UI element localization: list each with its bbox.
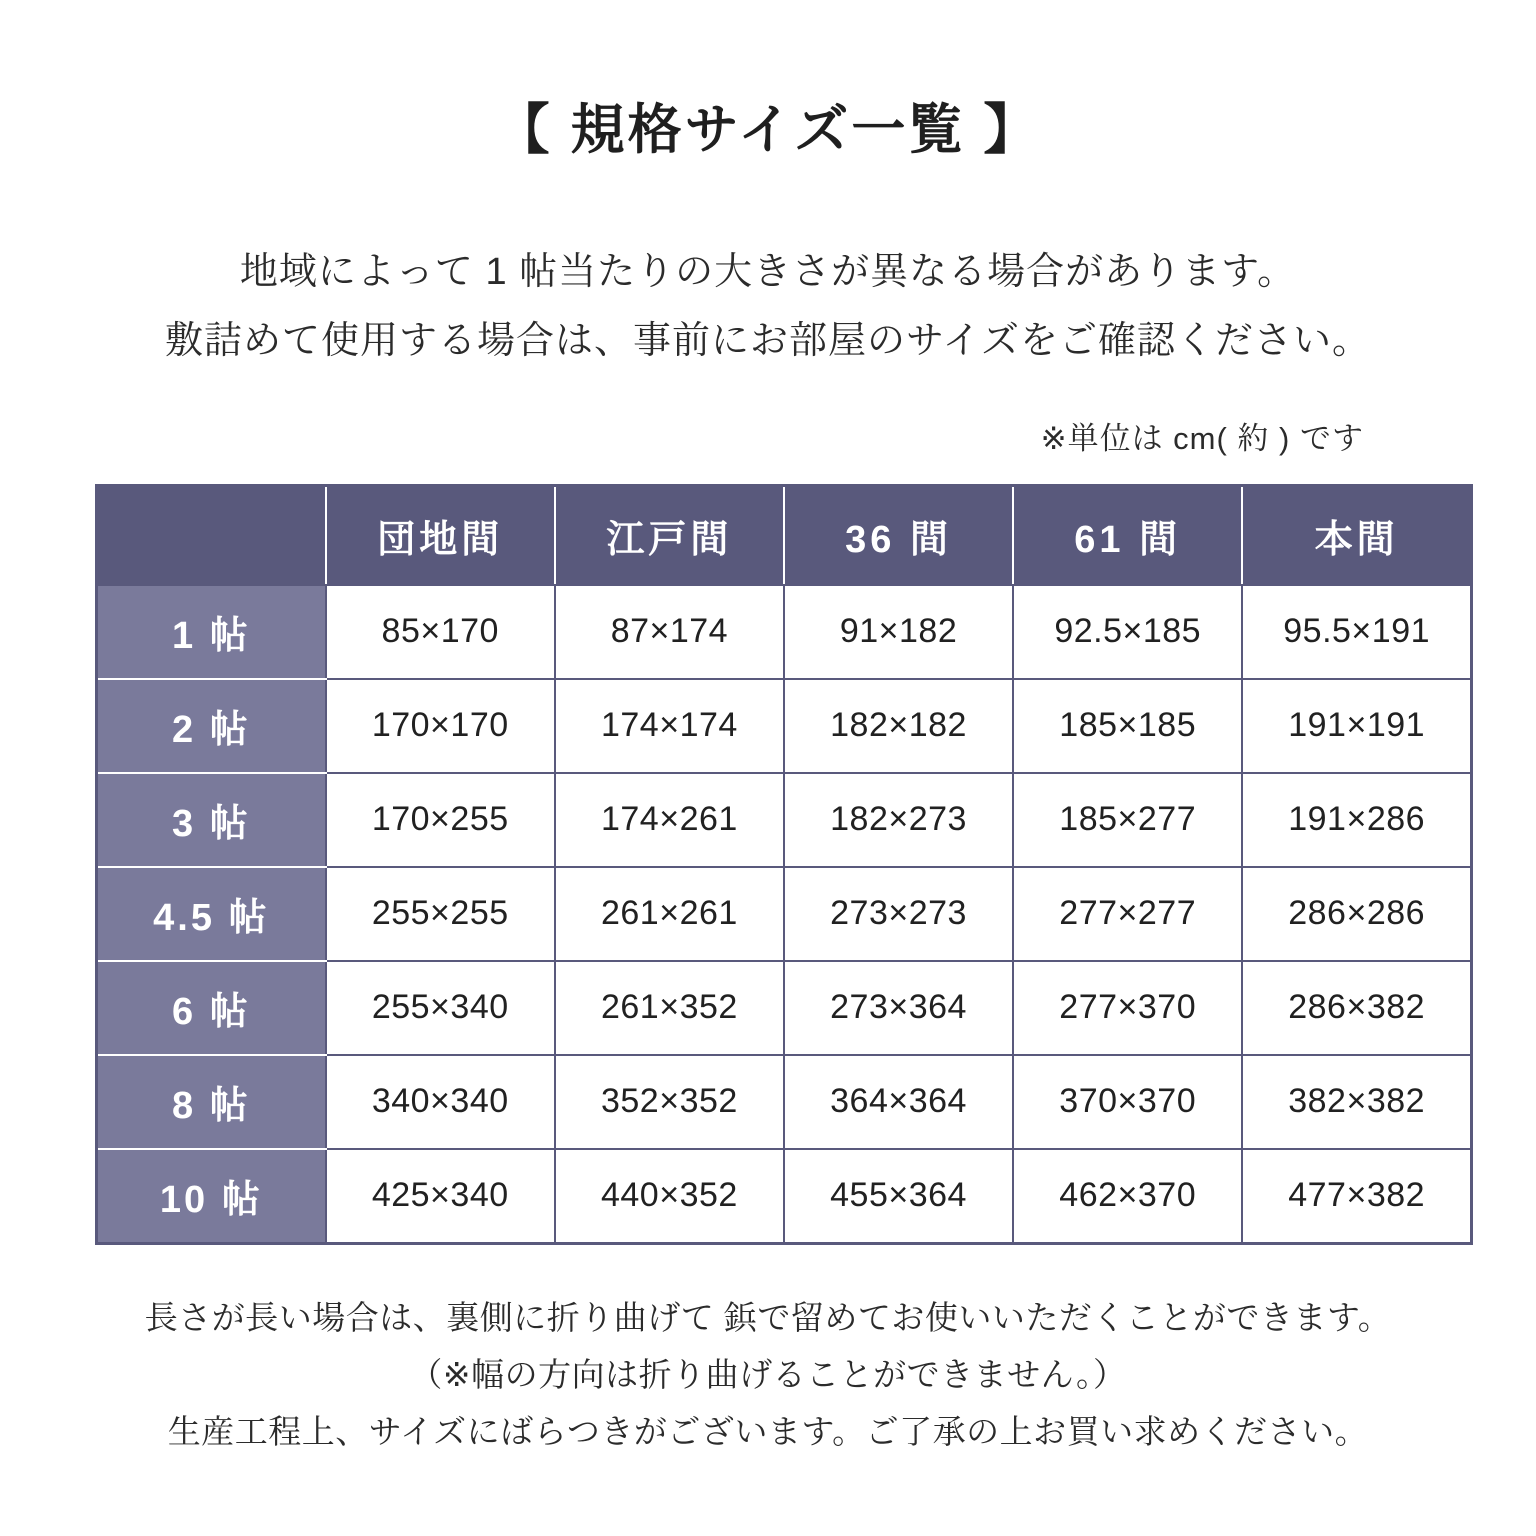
cell: 277×277 xyxy=(1013,867,1242,961)
cell: 174×174 xyxy=(555,679,784,773)
table-row xyxy=(97,867,1472,961)
row-header-6jo: 6 帖 xyxy=(97,961,326,1055)
column-header-danchima: 団地間 xyxy=(326,485,555,585)
cell: 182×182 xyxy=(784,679,1013,773)
cell: 382×382 xyxy=(1242,1055,1471,1149)
row-header-1jo: 1 帖 xyxy=(97,585,326,679)
cell: 261×352 xyxy=(555,961,784,1055)
unit-note: ※単位は cm( 約 ) です xyxy=(1040,420,1364,456)
footer-note-1: 長さが長い場合は、裏側に折り曲げて 鋲で留めてお使いいただくことができます。 xyxy=(144,1298,1392,1336)
cell: 273×273 xyxy=(784,867,1013,961)
cell: 286×286 xyxy=(1242,867,1471,961)
cell: 191×286 xyxy=(1242,773,1471,867)
column-header-61ma: 61 間 xyxy=(1013,485,1242,585)
cell: 87×174 xyxy=(555,585,784,679)
cell: 185×185 xyxy=(1013,679,1242,773)
cell: 440×352 xyxy=(555,1149,784,1244)
cell: 174×261 xyxy=(555,773,784,867)
footer-notes xyxy=(90,1291,1446,1459)
row-header-4-5jo: 4.5 帖 xyxy=(97,867,326,961)
cell: 370×370 xyxy=(1013,1055,1242,1149)
cell: 182×273 xyxy=(784,773,1013,867)
cell: 273×364 xyxy=(784,961,1013,1055)
cell: 455×364 xyxy=(784,1149,1013,1244)
page-title: 【 規格サイズ一覧 】 xyxy=(495,100,1041,160)
cell: 364×364 xyxy=(784,1055,1013,1149)
cell: 477×382 xyxy=(1242,1149,1471,1244)
cell: 95.5×191 xyxy=(1242,585,1471,679)
table-row xyxy=(97,1149,1472,1244)
cell: 92.5×185 xyxy=(1013,585,1242,679)
column-header-honma: 本間 xyxy=(1242,485,1471,585)
cell: 170×170 xyxy=(326,679,555,773)
size-table xyxy=(95,484,1473,1245)
cell: 425×340 xyxy=(326,1149,555,1244)
cell: 352×352 xyxy=(555,1055,784,1149)
table-row xyxy=(97,961,1472,1055)
lead-line-2: 敷詰めて使用する場合は、事前にお部屋のサイズをご確認ください。 xyxy=(165,319,1371,362)
table-row xyxy=(97,679,1472,773)
cell: 462×370 xyxy=(1013,1149,1242,1244)
table-row xyxy=(97,773,1472,867)
row-header-10jo: 10 帖 xyxy=(97,1149,326,1244)
cell: 255×255 xyxy=(326,867,555,961)
cell: 185×277 xyxy=(1013,773,1242,867)
row-header-8jo: 8 帖 xyxy=(97,1055,326,1149)
table-row xyxy=(97,585,1472,679)
cell: 170×255 xyxy=(326,773,555,867)
cell: 277×370 xyxy=(1013,961,1242,1055)
table-corner-cell xyxy=(97,485,326,585)
table-header-row xyxy=(97,485,1472,585)
cell: 286×382 xyxy=(1242,961,1471,1055)
row-header-3jo: 3 帖 xyxy=(97,773,326,867)
size-table-wrapper xyxy=(90,484,1446,1245)
row-header-2jo: 2 帖 xyxy=(97,679,326,773)
table-header xyxy=(97,485,1472,585)
table-body xyxy=(97,585,1472,1244)
footer-note-2: （※幅の方向は折り曲げることができません。） xyxy=(409,1356,1127,1394)
column-header-edoma: 江戸間 xyxy=(555,485,784,585)
footer-note-3: 生産工程上、サイズにばらつきがございます。ご了承の上お買い求めください。 xyxy=(167,1413,1369,1451)
cell: 340×340 xyxy=(326,1055,555,1149)
cell: 191×191 xyxy=(1242,679,1471,773)
cell: 261×261 xyxy=(555,867,784,961)
column-header-36ma: 36 間 xyxy=(784,485,1013,585)
table-row xyxy=(97,1055,1472,1149)
lead-text xyxy=(90,243,1446,371)
cell: 85×170 xyxy=(326,585,555,679)
lead-line-1: 地域によって 1 帖当たりの大きさが異なる場合があります。 xyxy=(239,250,1297,293)
cell: 255×340 xyxy=(326,961,555,1055)
cell: 91×182 xyxy=(784,585,1013,679)
